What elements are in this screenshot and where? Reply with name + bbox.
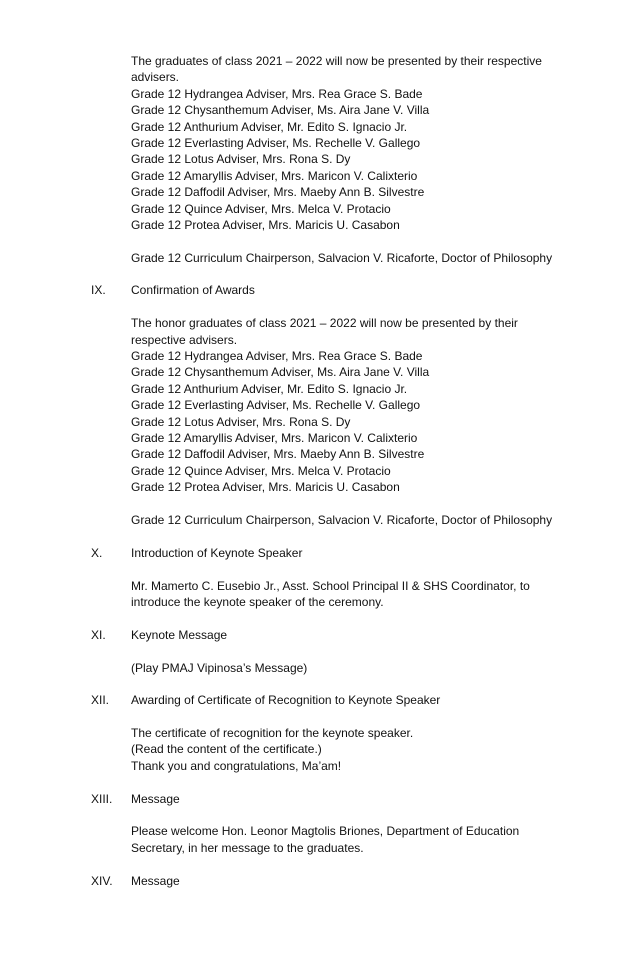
adviser-line: Grade 12 Lotus Adviser, Mrs. Rona S. Dy: [131, 414, 351, 429]
honor-graduates-intro: The honor graduates of class 2021 – 2022 will now be presented by their respective advisers.: [131, 316, 518, 347]
adviser-line: Grade 12 Quince Adviser, Mrs. Melca V. Protacio: [131, 463, 391, 478]
section-body-line: The certificate of recognition for the keynote speaker.: [131, 726, 414, 741]
graduates-intro: The graduates of class 2021 – 2022 will now be presented by their respective advisers.: [131, 54, 542, 85]
adviser-line: Grade 12 Hydrangea Adviser, Mrs. Rea Grace S. Bade: [131, 86, 423, 101]
section-xiii-heading: [0, 791, 638, 807]
section-x-heading: [0, 545, 638, 561]
section-body-line: (Read the content of the certificate.): [131, 742, 322, 757]
section-xiv-heading: [0, 873, 638, 889]
section-xii-heading: [0, 692, 638, 708]
section-body: Please welcome Hon. Leonor Magtolis Briones, Department of Education Secretary, in her message to the graduates.: [131, 824, 520, 855]
section-body: (Play PMAJ Vipinosa’s Message): [131, 660, 308, 675]
adviser-line: Grade 12 Quince Adviser, Mrs. Melca V. Protacio: [131, 201, 391, 216]
section-number: X.: [91, 545, 103, 560]
section-title: Introduction of Keynote Speaker: [131, 545, 303, 560]
adviser-line: Grade 12 Hydrangea Adviser, Mrs. Rea Grace S. Bade: [131, 349, 423, 364]
section-body: Mr. Mamerto C. Eusebio Jr., Asst. School Principal II & SHS Coordinator, to introduce the keynote speaker of the ceremony.: [131, 578, 530, 609]
adviser-line: Grade 12 Protea Adviser, Mrs. Maricis U. Casabon: [131, 217, 400, 232]
section-title: Message: [131, 873, 180, 888]
adviser-line: Grade 12 Daffodil Adviser, Mrs. Maeby Ann B. Silvestre: [131, 185, 425, 200]
section-title: Awarding of Certificate of Recognition to Keynote Speaker: [131, 693, 441, 708]
section-number: IX.: [91, 283, 106, 298]
adviser-line: Grade 12 Daffodil Adviser, Mrs. Maeby Ann B. Silvestre: [131, 447, 425, 462]
section-number: XII.: [91, 693, 110, 708]
section-body-line: Thank you and congratulations, Ma’am!: [131, 758, 342, 773]
section-title: Keynote Message: [131, 627, 228, 642]
section-ix-heading: [0, 282, 638, 298]
section-number: XI.: [91, 627, 106, 642]
curriculum-chair: Grade 12 Curriculum Chairperson, Salvacion V. Ricaforte, Doctor of Philosophy: [131, 512, 553, 527]
adviser-line: Grade 12 Everlasting Adviser, Ms. Rechelle V. Gallego: [131, 135, 421, 150]
curriculum-chair: Grade 12 Curriculum Chairperson, Salvacion V. Ricaforte, Doctor of Philosophy: [131, 250, 553, 265]
adviser-line: Grade 12 Amaryllis Adviser, Mrs. Maricon V. Calixterio: [131, 168, 418, 183]
adviser-line: Grade 12 Chysanthemum Adviser, Ms. Aira Jane V. Villa: [131, 365, 430, 380]
adviser-line: Grade 12 Chysanthemum Adviser, Ms. Aira Jane V. Villa: [131, 103, 430, 118]
section-title: Confirmation of Awards: [131, 283, 255, 298]
adviser-line: Grade 12 Everlasting Adviser, Ms. Rechelle V. Gallego: [131, 398, 421, 413]
adviser-line: Grade 12 Anthurium Adviser, Mr. Edito S. Ignacio Jr.: [131, 381, 408, 396]
section-xi-heading: [0, 627, 638, 643]
section-number: XIV.: [91, 873, 113, 888]
adviser-line: Grade 12 Protea Adviser, Mrs. Maricis U. Casabon: [131, 480, 400, 495]
section-title: Message: [131, 791, 180, 806]
adviser-line: Grade 12 Anthurium Adviser, Mr. Edito S. Ignacio Jr.: [131, 119, 408, 134]
adviser-line: Grade 12 Amaryllis Adviser, Mrs. Maricon V. Calixterio: [131, 431, 418, 446]
adviser-line: Grade 12 Lotus Adviser, Mrs. Rona S. Dy: [131, 152, 351, 167]
section-number: XIII.: [91, 791, 113, 806]
